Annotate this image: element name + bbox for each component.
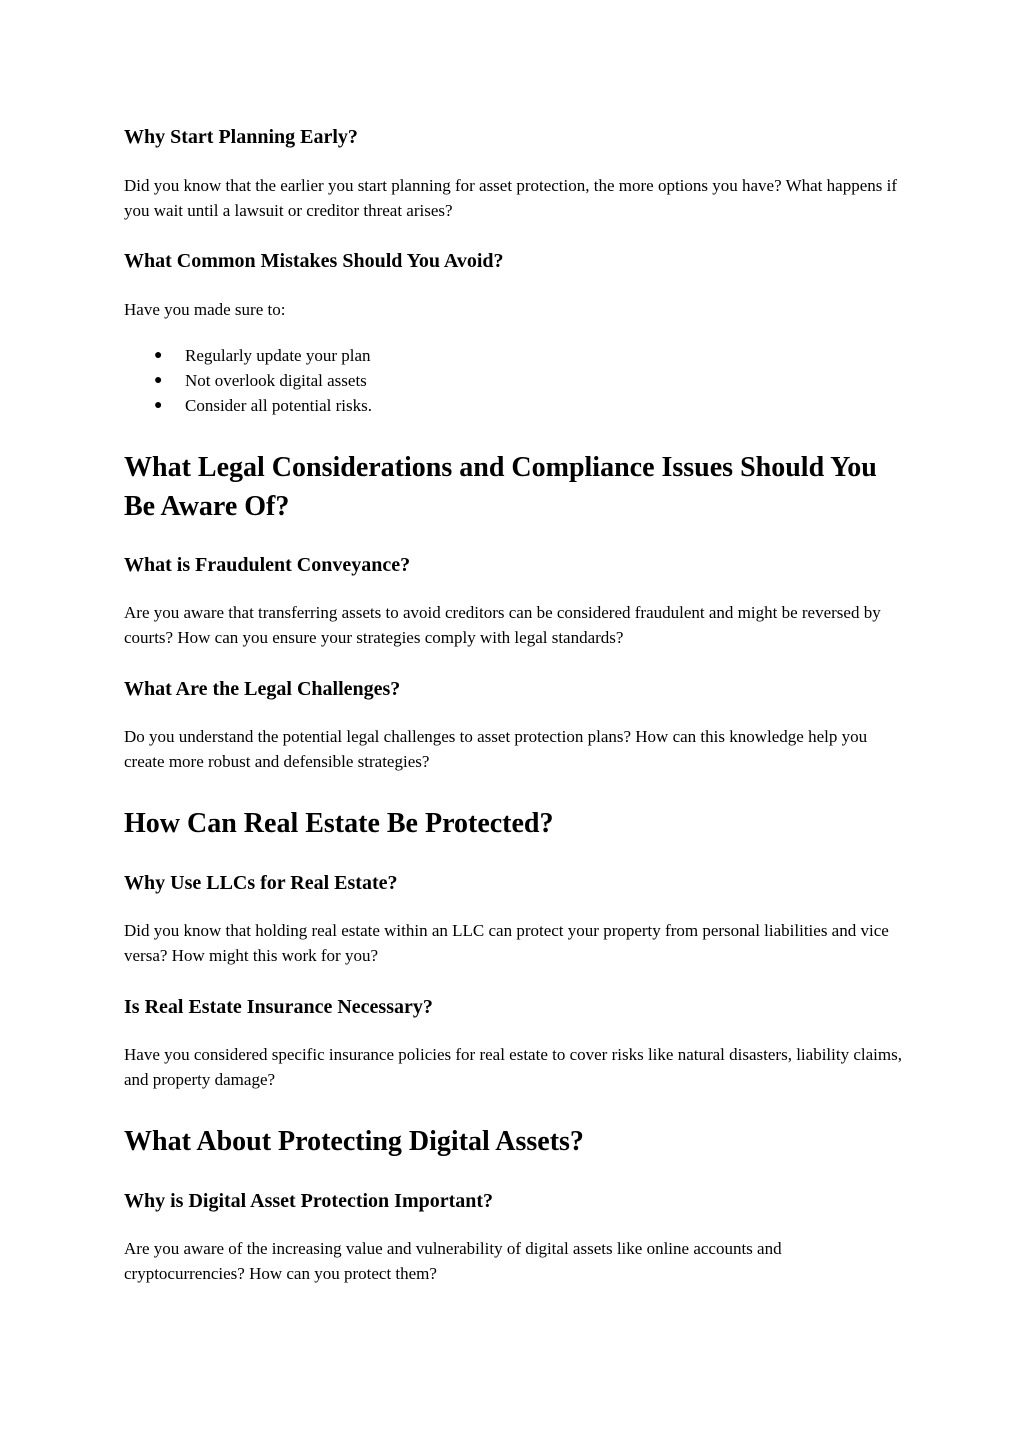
paragraph-legal-challenges: Do you understand the potential legal challenges to asset protection plans? How can this knowledge help you create more robust and defensible strategies? xyxy=(124,727,868,771)
subheading-fraudulent-conveyance: What is Fraudulent Conveyance? xyxy=(124,554,411,576)
mistakes-bullet-list xyxy=(124,343,372,418)
bullet-icon: ● xyxy=(154,373,163,388)
subheading-common-mistakes: What Common Mistakes Should You Avoid? xyxy=(124,250,504,272)
paragraph-llcs-real-estate: Did you know that holding real estate within an LLC can protect your property from personal liabilities and vice versa? How might this work for you? xyxy=(124,921,889,965)
list-item-text: Consider all potential risks. xyxy=(185,396,372,415)
bullet-icon: ● xyxy=(154,348,163,363)
subheading-llcs-real-estate: Why Use LLCs for Real Estate? xyxy=(124,872,398,894)
subheading-real-estate-insurance: Is Real Estate Insurance Necessary? xyxy=(124,996,433,1018)
heading-real-estate: How Can Real Estate Be Protected? xyxy=(124,808,554,839)
subheading-why-start-planning-early: Why Start Planning Early? xyxy=(124,126,358,148)
list-item xyxy=(124,368,372,393)
paragraph-planning-early: Did you know that the earlier you start planning for asset protection, the more options you have? What happens if you wait until a lawsuit or creditor threat arises? xyxy=(124,176,897,220)
subheading-digital-asset-importance: Why is Digital Asset Protection Important? xyxy=(124,1190,494,1212)
list-item xyxy=(124,343,372,368)
list-item xyxy=(124,393,372,418)
list-item-text: Regularly update your plan xyxy=(185,346,371,365)
list-item-text: Not overlook digital assets xyxy=(185,371,367,390)
heading-digital-assets: What About Protecting Digital Assets? xyxy=(124,1126,584,1157)
paragraph-real-estate-insurance: Have you considered specific insurance policies for real estate to cover risks like natural disasters, liability claims, and property damage? xyxy=(124,1045,902,1089)
heading-legal-considerations: What Legal Considerations and Compliance Issues Should You Be Aware Of? xyxy=(124,452,877,522)
paragraph-digital-asset-importance: Are you aware of the increasing value and vulnerability of digital assets like online accounts and cryptocurrencies? How can you protect them? xyxy=(124,1239,782,1283)
subheading-legal-challenges: What Are the Legal Challenges? xyxy=(124,678,401,700)
paragraph-made-sure: Have you made sure to: xyxy=(124,300,286,319)
bullet-icon: ● xyxy=(154,398,163,413)
paragraph-fraudulent-conveyance: Are you aware that transferring assets to avoid creditors can be considered fraudulent and might be reversed by courts? How can you ensure your strategies comply with legal standards? xyxy=(124,603,881,647)
